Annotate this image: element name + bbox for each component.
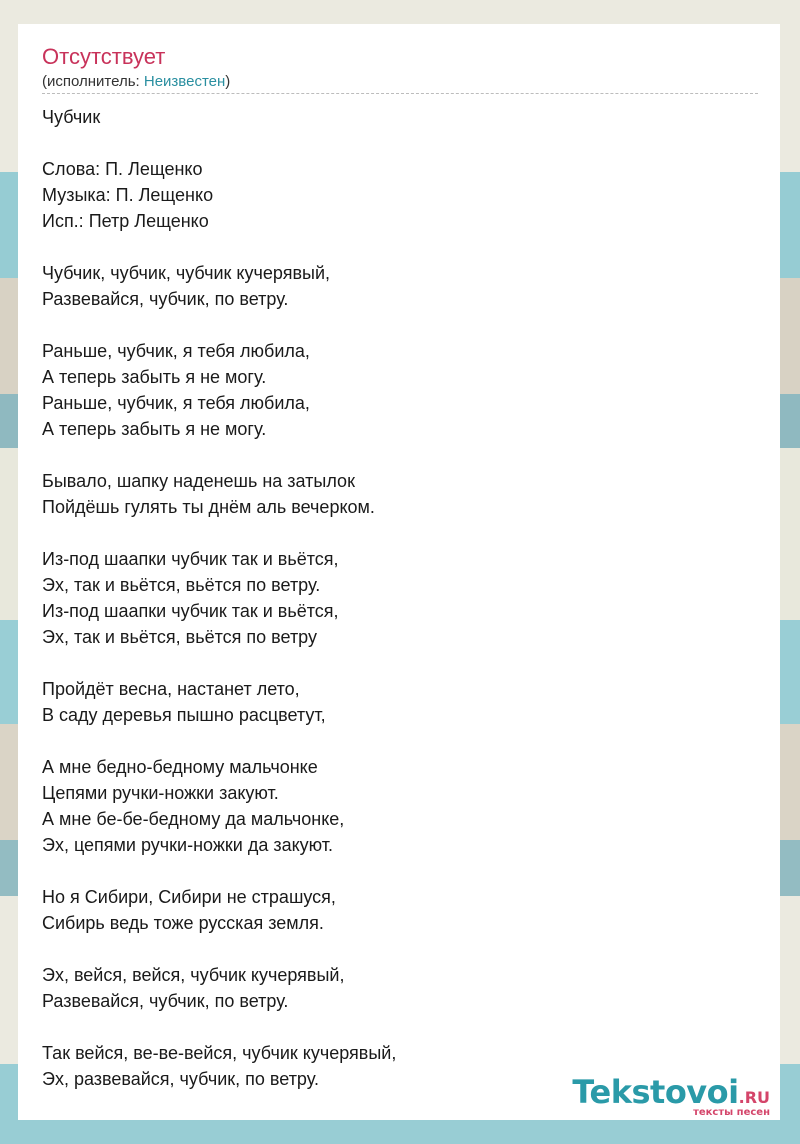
lyric-line: Пойдёшь гулять ты днём аль вечерком. [42, 497, 375, 517]
lyric-line: Музыка: П. Лещенко [42, 185, 214, 205]
lyric-line: Так вейся, ве-ве-вейся, чубчик кучерявый, [42, 1043, 397, 1063]
song-title: Отсутствует [42, 44, 166, 69]
lyric-line: Эх, так и вьётся, вьётся по ветру [42, 627, 317, 647]
site-logo[interactable] [572, 1073, 770, 1118]
lyric-line: Сибирь ведь тоже русская земля. [42, 913, 324, 933]
lyric-line: Развевайся, чубчик, по ветру. [42, 991, 289, 1011]
lyric-line [42, 442, 758, 468]
lyric-line [42, 728, 758, 754]
logo-name: Tekstovoi [572, 1073, 739, 1111]
lyric-line [42, 312, 758, 338]
lyric-line: Пройдёт весна, настанет лето, [42, 679, 300, 699]
lyric-line [42, 234, 758, 260]
logo-tagline: тексты песен [693, 1107, 770, 1118]
lyric-line: Исп.: Петр Лещенко [42, 211, 209, 231]
lyric-line [42, 1014, 758, 1040]
performer-link[interactable]: Неизвестен [143, 73, 226, 90]
divider [42, 93, 758, 94]
lyric-line [42, 650, 758, 676]
performer-suffix: ) [225, 73, 231, 90]
lyric-line: Но я Сибири, Сибири не страшуся, [42, 887, 336, 907]
lyric-line: Из-под шаапки чубчик так и вьётся, [42, 549, 339, 569]
lyric-line: Раньше, чубчик, я тебя любила, [42, 393, 310, 413]
lyric-line: А мне бедно-бедному мальчонке [42, 757, 318, 777]
lyric-line: А теперь забыть я не могу. [42, 419, 267, 439]
lyric-line: Эх, развевайся, чубчик, по ветру. [42, 1069, 319, 1089]
lyric-line: В саду деревья пышно расцветут, [42, 705, 326, 725]
lyric-line: Чубчик, чубчик, чубчик кучерявый, [42, 263, 330, 283]
lyric-line: Эх, вейся, вейся, чубчик кучерявый, [42, 965, 345, 985]
lyric-line: Чубчик [42, 107, 101, 127]
logo-tld: .RU [738, 1088, 770, 1107]
lyric-line: Бывало, шапку наденешь на затылок [42, 471, 355, 491]
lyric-line [42, 936, 758, 962]
lyrics-sheet [18, 24, 780, 1120]
lyric-line: Эх, так и вьётся, вьётся по ветру. [42, 575, 321, 595]
lyric-line: Раньше, чубчик, я тебя любила, [42, 341, 310, 361]
performer-line [42, 73, 230, 91]
lyric-line: Из-под шаапки чубчик так и вьётся, [42, 601, 339, 621]
lyric-line: Цепями ручки-ножки закуют. [42, 783, 279, 803]
lyric-line: Эх, цепями ручки-ножки да закуют. [42, 835, 334, 855]
performer-prefix: (исполнитель: [42, 73, 144, 90]
lyric-line: Развевайся, чубчик, по ветру. [42, 289, 289, 309]
lyric-line: Слова: П. Лещенко [42, 159, 203, 179]
lyric-line [42, 520, 758, 546]
lyric-line: А мне бе-бе-бедному да мальчонке, [42, 809, 345, 829]
lyric-line [42, 858, 758, 884]
lyric-line [42, 130, 758, 156]
lyric-line: А теперь забыть я не могу. [42, 367, 267, 387]
lyrics-body [42, 104, 758, 1092]
